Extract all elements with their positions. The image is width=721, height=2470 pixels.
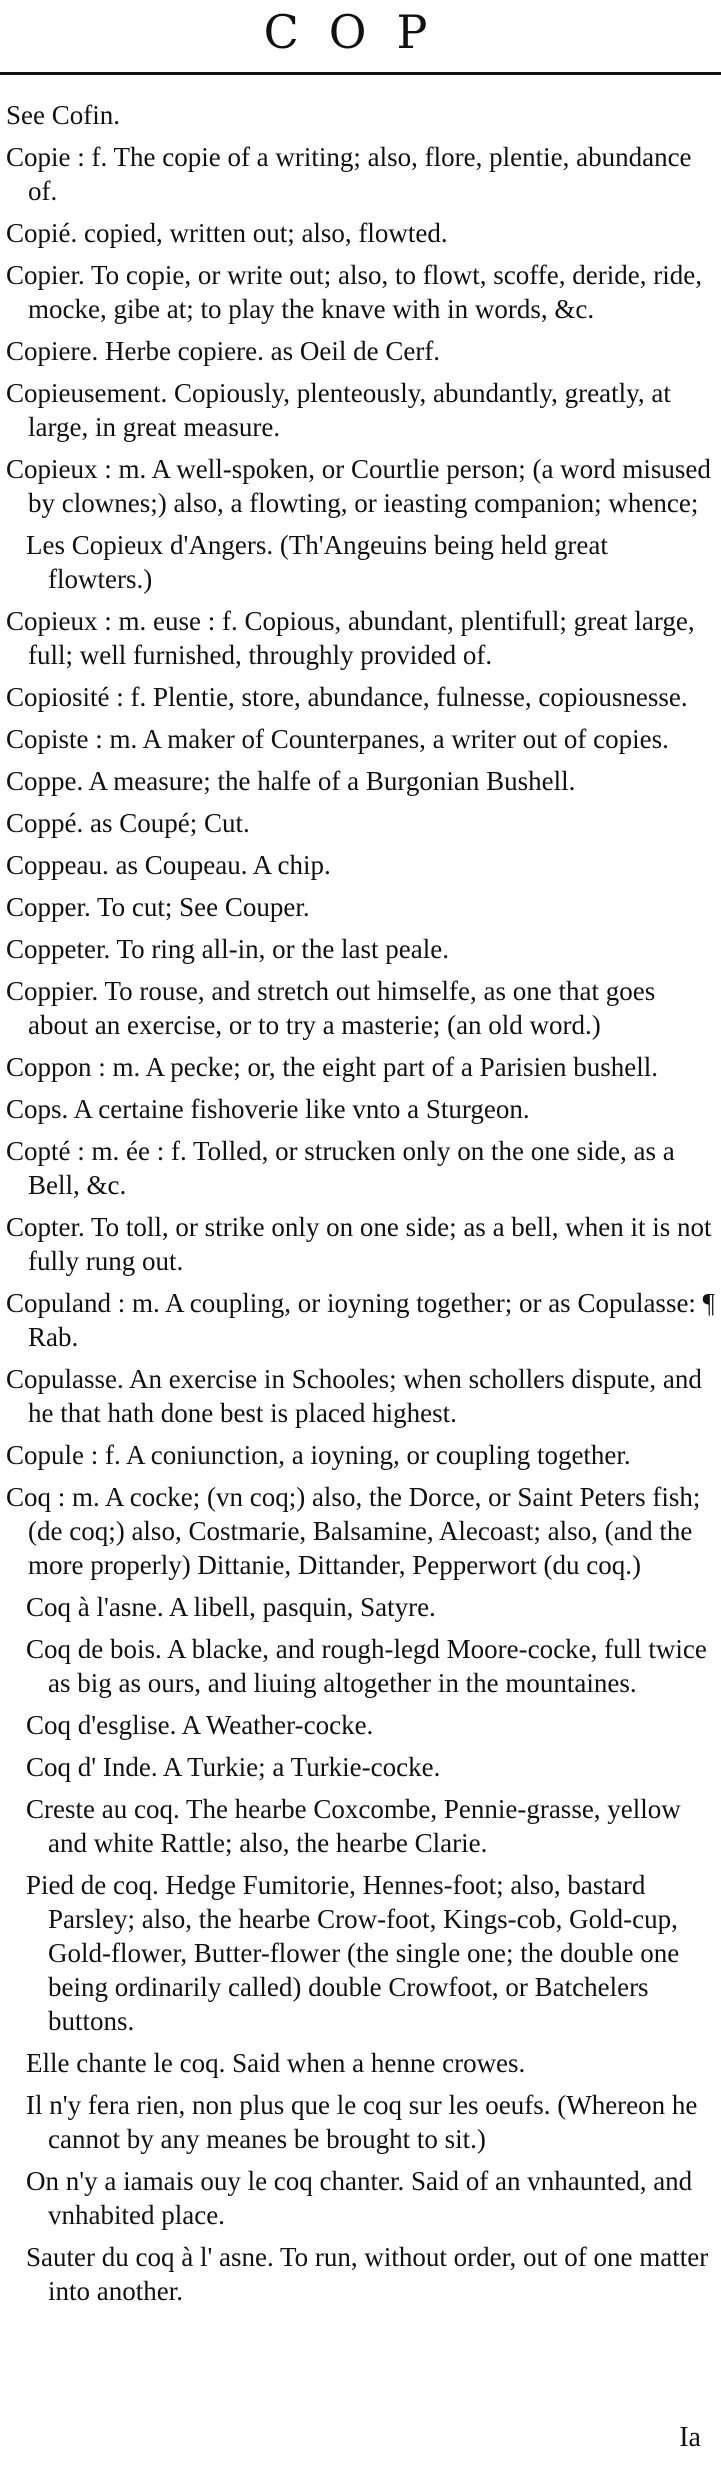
dictionary-entry: See Cofin. xyxy=(6,100,120,130)
dictionary-entry: Coq à l'asne. A libell, pasquin, Satyre. xyxy=(26,1592,436,1622)
page-title: COP xyxy=(263,5,458,59)
dictionary-entry: Il n'y fera rien, non plus que le coq sur les oeufs. (Whereon he cannot by any meanes be brought to sit.) xyxy=(26,2090,698,2154)
dictionary-entry: Coppé. as Coupé; Cut. xyxy=(6,808,250,838)
dictionary-entry: Coq : m. A cocke; (vn coq;) also, the Dorce, or Saint Peters fish; (de coq;) also, Costmarie, Balsamine, Alecoast; also, (and the more properly) Dittanie, Dittander, Pepperwort (du coq.) xyxy=(6,1482,701,1580)
dictionary-entry: Copper. To cut; See Couper. xyxy=(6,892,310,922)
dictionary-entry: Coppe. A measure; the halfe of a Burgonian Bushell. xyxy=(6,766,576,796)
dictionary-entry: Copie : f. The copie of a writing; also, flore, plentie, abundance of. xyxy=(6,142,692,206)
dictionary-entry: Coppeau. as Coupeau. A chip. xyxy=(6,850,331,880)
dictionary-entry: Copuland : m. A coupling, or ioyning together; or as Copulasse: ¶ Rab. xyxy=(6,1288,715,1352)
dictionary-entry: Copté : m. ée : f. Tolled, or strucken only on the one side, as a Bell, &c. xyxy=(6,1136,675,1200)
dictionary-entry: Copulasse. An exercise in Schooles; when schollers dispute, and he that hath done best is placed highest. xyxy=(6,1364,702,1428)
dictionary-entry: Coppon : m. A pecke; or, the eight part of a Parisien bushell. xyxy=(6,1052,659,1082)
dictionary-entry: On n'y a iamais ouy le coq chanter. Said of an vnhaunted, and vnhabited place. xyxy=(26,2166,693,2230)
dictionary-entry: Sauter du coq à l' asne. To run, without order, out of one matter into another. xyxy=(26,2242,709,2306)
dictionary-entry: Copieux : m. A well-spoken, or Courtlie person; (a word misused by clownes;) also, a flowting, or ieasting companion; whence; xyxy=(6,454,711,518)
dictionary-entry: Coq d'esglise. A Weather-cocke. xyxy=(26,1710,374,1740)
dictionary-entry: Copier. To copie, or write out; also, to flowt, scoffe, deride, ride, mocke, gibe at; to play the knave with in words, &c. xyxy=(6,260,702,324)
header-rule xyxy=(0,72,721,75)
dictionary-entries xyxy=(0,98,715,2316)
dictionary-entry: Copieux : m. euse : f. Copious, abundant, plentifull; great large, full; well furnished, throughly provided of. xyxy=(6,606,695,670)
dictionary-entry: Coppier. To rouse, and stretch out himselfe, as one that goes about an exercise, or to try a masterie; (an old word.) xyxy=(6,976,656,1040)
dictionary-entry: Copié. copied, written out; also, flowted. xyxy=(6,218,448,248)
dictionary-entry: Coq d' Inde. A Turkie; a Turkie-cocke. xyxy=(26,1752,441,1782)
dictionary-entry: Copieusement. Copiously, plenteously, abundantly, greatly, at large, in great measure. xyxy=(6,378,671,442)
catchword: Ia xyxy=(679,2422,701,2453)
dictionary-entry: Copule : f. A coniunction, a ioyning, or coupling together. xyxy=(6,1440,631,1470)
dictionary-entry: Copiosité : f. Plentie, store, abundance, fulnesse, copiousnesse. xyxy=(6,682,688,712)
dictionary-entry: Copiste : m. A maker of Counterpanes, a writer out of copies. xyxy=(6,724,669,754)
dictionary-entry: Creste au coq. The hearbe Coxcombe, Pennie-grasse, yellow and white Rattle; also, the hearbe Clarie. xyxy=(26,1794,681,1858)
dictionary-entry: Copiere. Herbe copiere. as Oeil de Cerf. xyxy=(6,336,441,366)
dictionary-entry: Cops. A certaine fishoverie like vnto a Sturgeon. xyxy=(6,1094,530,1124)
dictionary-entry: Elle chante le coq. Said when a henne crowes. xyxy=(26,2048,526,2078)
dictionary-entry: Copter. To toll, or strike only on one side; as a bell, when it is not fully rung out. xyxy=(6,1212,712,1276)
page-header xyxy=(0,0,721,70)
dictionary-entry: Coppeter. To ring all-in, or the last peale. xyxy=(6,934,449,964)
dictionary-entry: Pied de coq. Hedge Fumitorie, Hennes-foot; also, bastard Parsley; also, the hearbe Crow-foot, Kings-cob, Gold-cup, Gold-flower, Butter-flower (the single one; the double one being ordinarily called) double Crowfoot, or Batchelers buttons. xyxy=(26,1870,680,2036)
dictionary-entry: Coq de bois. A blacke, and rough-legd Moore-cocke, full twice as big as ours, and liuing altogether in the mountaines. xyxy=(26,1634,707,1698)
dictionary-entry: Les Copieux d'Angers. (Th'Angeuins being held great flowters.) xyxy=(26,530,608,594)
